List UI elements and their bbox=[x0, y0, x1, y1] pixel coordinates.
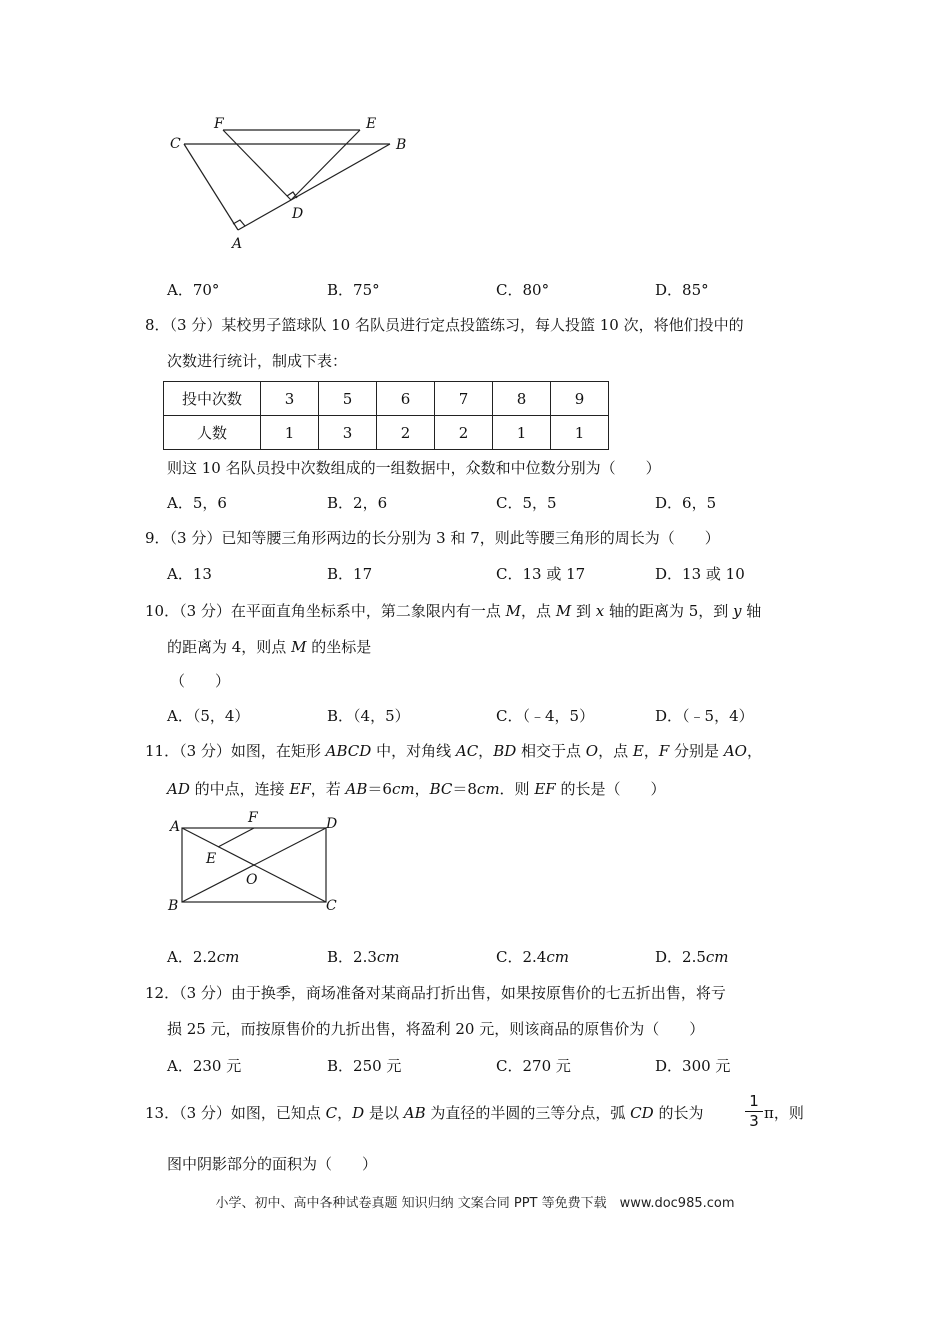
q10-stem-line2 bbox=[167, 636, 371, 657]
q10-options bbox=[0, 705, 950, 725]
var-abcd: ABCD bbox=[325, 742, 372, 760]
q9-options bbox=[0, 563, 950, 583]
text-run: B．2.3 bbox=[327, 948, 377, 966]
text-run: A．2.2 bbox=[167, 948, 217, 966]
var-ao: AO bbox=[723, 742, 747, 760]
table-cell: 2 bbox=[435, 416, 493, 450]
fraction-numerator: 1 bbox=[749, 1092, 759, 1110]
text-run: ＝8 bbox=[452, 780, 477, 798]
q11-options bbox=[0, 946, 950, 966]
unit-cm: cm bbox=[476, 780, 500, 798]
unit-cm: cm bbox=[376, 948, 400, 966]
var-m: M bbox=[555, 602, 572, 620]
q8-stats-table bbox=[163, 381, 609, 450]
q12-options bbox=[0, 1055, 950, 1075]
q12-option-c: C．270 元 bbox=[496, 1057, 571, 1075]
var-bc: BC bbox=[429, 780, 453, 798]
table-cell: 2 bbox=[377, 416, 435, 450]
var-c: C bbox=[325, 1104, 338, 1122]
rectangle-figure-q11 bbox=[160, 806, 360, 918]
var-y: y bbox=[733, 602, 742, 620]
text-run: ， bbox=[643, 742, 659, 760]
var-ad: AD bbox=[167, 780, 190, 798]
q7-option-a: A．70° bbox=[167, 281, 220, 299]
q11-option-c bbox=[496, 946, 569, 967]
var-ab: AB bbox=[403, 1104, 426, 1122]
q11-stem-line1 bbox=[145, 740, 762, 761]
table-cell: 1 bbox=[551, 416, 609, 450]
q10-option-b: B．（4，5） bbox=[327, 707, 410, 725]
fig7-label-e: E bbox=[366, 116, 377, 132]
fig7-label-f: F bbox=[214, 116, 224, 132]
var-o: O bbox=[585, 742, 599, 760]
fraction-one-third bbox=[744, 1093, 764, 1130]
text-run: ， bbox=[746, 742, 762, 760]
q10-option-c: C．（﹣4，5） bbox=[496, 707, 595, 725]
q9-option-b: B．17 bbox=[327, 565, 373, 583]
fig7-label-a: A bbox=[232, 236, 243, 252]
q8-option-a: A．5，6 bbox=[167, 494, 227, 512]
q7-options bbox=[0, 279, 950, 299]
q9-option-a: A．13 bbox=[167, 565, 212, 583]
text-run: 为直径的半圆的三等分点，弧 bbox=[425, 1104, 631, 1122]
q8-header-counts: 投中次数 bbox=[164, 382, 261, 416]
text-run: 到 bbox=[571, 602, 596, 620]
q10-option-d: D．（﹣5，4） bbox=[655, 707, 754, 725]
table-row bbox=[164, 382, 609, 416]
fig11-label-f: F bbox=[248, 810, 258, 826]
q12-option-a: A．230 元 bbox=[167, 1057, 242, 1075]
text-run: 的距离为 4，则点 bbox=[167, 638, 292, 656]
table-cell: 6 bbox=[377, 382, 435, 416]
q13-stem-line1 bbox=[145, 1102, 703, 1123]
unit-cm: cm bbox=[391, 780, 415, 798]
var-e: E bbox=[632, 742, 644, 760]
q8-option-c: C．5，5 bbox=[496, 494, 557, 512]
q7-option-b: B．75° bbox=[327, 281, 380, 299]
table-row bbox=[164, 416, 609, 450]
table-cell: 1 bbox=[493, 416, 551, 450]
text-run: ＝6 bbox=[367, 780, 392, 798]
unit-cm: cm bbox=[705, 948, 729, 966]
var-m: M bbox=[291, 638, 307, 656]
q13-stem-line1-tail: π，则 bbox=[764, 1104, 804, 1122]
page-footer: 小学、初中、高中各种试卷真题 知识归纳 文案合同 PPT 等免费下载 www.doc985.com bbox=[215, 1196, 735, 1211]
text-run: C．2.4 bbox=[496, 948, 547, 966]
unit-cm: cm bbox=[546, 948, 569, 966]
text-run: 是以 bbox=[364, 1104, 404, 1122]
q13-stem-line2: 图中阴影部分的面积为（ ） bbox=[167, 1155, 378, 1173]
text-run: ，若 bbox=[310, 780, 346, 798]
table-cell: 8 bbox=[493, 382, 551, 416]
q11-option-a bbox=[167, 946, 239, 967]
fig11-label-d: D bbox=[326, 816, 338, 832]
text-run: ， bbox=[478, 742, 494, 760]
fig11-label-e: E bbox=[206, 851, 217, 867]
q12-option-d: D．300 元 bbox=[655, 1057, 731, 1075]
table-cell: 9 bbox=[551, 382, 609, 416]
q8-option-b: B．2，6 bbox=[327, 494, 388, 512]
fig7-label-b: B bbox=[396, 137, 407, 153]
text-run: 的长是（ ） bbox=[555, 780, 666, 798]
var-ab: AB bbox=[345, 780, 368, 798]
table-cell: 5 bbox=[319, 382, 377, 416]
fig11-label-a: A bbox=[170, 819, 181, 835]
q8-options bbox=[0, 492, 950, 512]
table-cell: 3 bbox=[261, 382, 319, 416]
fraction-denominator: 3 bbox=[749, 1112, 759, 1130]
var-ac: AC bbox=[455, 742, 479, 760]
fig11-label-o: O bbox=[246, 872, 258, 888]
text-run: 轴的距离为 5，到 bbox=[604, 602, 734, 620]
var-m: M bbox=[505, 602, 522, 620]
q12-stem-line1: 12．（3 分）由于换季，商场准备对某商品打折出售，如果按原售价的七五折出售，将亏 bbox=[145, 984, 726, 1002]
text-run: 分别是 bbox=[669, 742, 724, 760]
text-run: ．则 bbox=[499, 780, 535, 798]
fig11-label-c: C bbox=[326, 898, 337, 914]
text-run: 11．（3 分）如图，在矩形 bbox=[145, 742, 326, 760]
q11-option-d bbox=[655, 946, 729, 967]
text-run: 的中点，连接 bbox=[189, 780, 290, 798]
var-d: D bbox=[352, 1104, 365, 1122]
q10-option-a: A．（5，4） bbox=[167, 707, 250, 725]
var-f: F bbox=[658, 742, 670, 760]
text-run: 的坐标是 bbox=[306, 638, 372, 656]
q12-stem-line2: 损 25 元，而按原售价的九折出售，将盈利 20 元，则该商品的原售价为（ ） bbox=[167, 1020, 705, 1038]
var-cd: CD bbox=[630, 1104, 654, 1122]
q8-option-d: D．6，5 bbox=[655, 494, 717, 512]
text-run: D．2.5 bbox=[655, 948, 706, 966]
q11-stem-line2 bbox=[167, 778, 665, 799]
q10-stem-line3: （ ） bbox=[170, 672, 231, 690]
text-run: 中，对角线 bbox=[371, 742, 456, 760]
q8-header-people: 人数 bbox=[164, 416, 261, 450]
fig7-label-c: C bbox=[170, 136, 181, 152]
triangle-figure-q7 bbox=[160, 112, 420, 254]
q7-option-c: C．80° bbox=[496, 281, 550, 299]
table-cell: 7 bbox=[435, 382, 493, 416]
q7-option-d: D．85° bbox=[655, 281, 709, 299]
q11-option-b bbox=[327, 946, 400, 967]
unit-cm: cm bbox=[216, 948, 240, 966]
text-run: ， bbox=[337, 1104, 353, 1122]
text-run: 的长为 bbox=[653, 1104, 704, 1122]
table-cell: 1 bbox=[261, 416, 319, 450]
var-ef: EF bbox=[289, 780, 311, 798]
q12-option-b: B．250 元 bbox=[327, 1057, 402, 1075]
text-run: ，点 bbox=[521, 602, 556, 620]
text-run: 13．（3 分）如图，已知点 bbox=[145, 1104, 326, 1122]
text-run: 轴 bbox=[741, 602, 762, 620]
text-run: 10．（3 分）在平面直角坐标系中，第二象限内有一点 bbox=[145, 602, 506, 620]
table-cell: 3 bbox=[319, 416, 377, 450]
q10-stem-line1 bbox=[145, 600, 761, 621]
var-ef: EF bbox=[534, 780, 556, 798]
q9-option-d: D．13 或 10 bbox=[655, 565, 745, 583]
var-bd: BD bbox=[493, 742, 517, 760]
var-x: x bbox=[595, 602, 605, 620]
q9-option-c: C．13 或 17 bbox=[496, 565, 586, 583]
q9-stem: 9．（3 分）已知等腰三角形两边的长分别为 3 和 7，则此等腰三角形的周长为（ ） bbox=[145, 529, 720, 547]
q8-stem-line1: 8．（3 分）某校男子篮球队 10 名队员进行定点投篮练习，每人投篮 10 次，将他们投中的 bbox=[145, 316, 744, 334]
fig11-label-b: B bbox=[168, 898, 179, 914]
text-run: ，点 bbox=[598, 742, 633, 760]
q8-stem-line3: 则这 10 名队员投中次数组成的一组数据中，众数和中位数分别为（ ） bbox=[167, 459, 661, 477]
text-run: ， bbox=[414, 780, 430, 798]
q8-stem-line2: 次数进行统计，制成下表： bbox=[167, 352, 348, 370]
fig7-label-d: D bbox=[292, 206, 304, 222]
text-run: 相交于点 bbox=[516, 742, 586, 760]
